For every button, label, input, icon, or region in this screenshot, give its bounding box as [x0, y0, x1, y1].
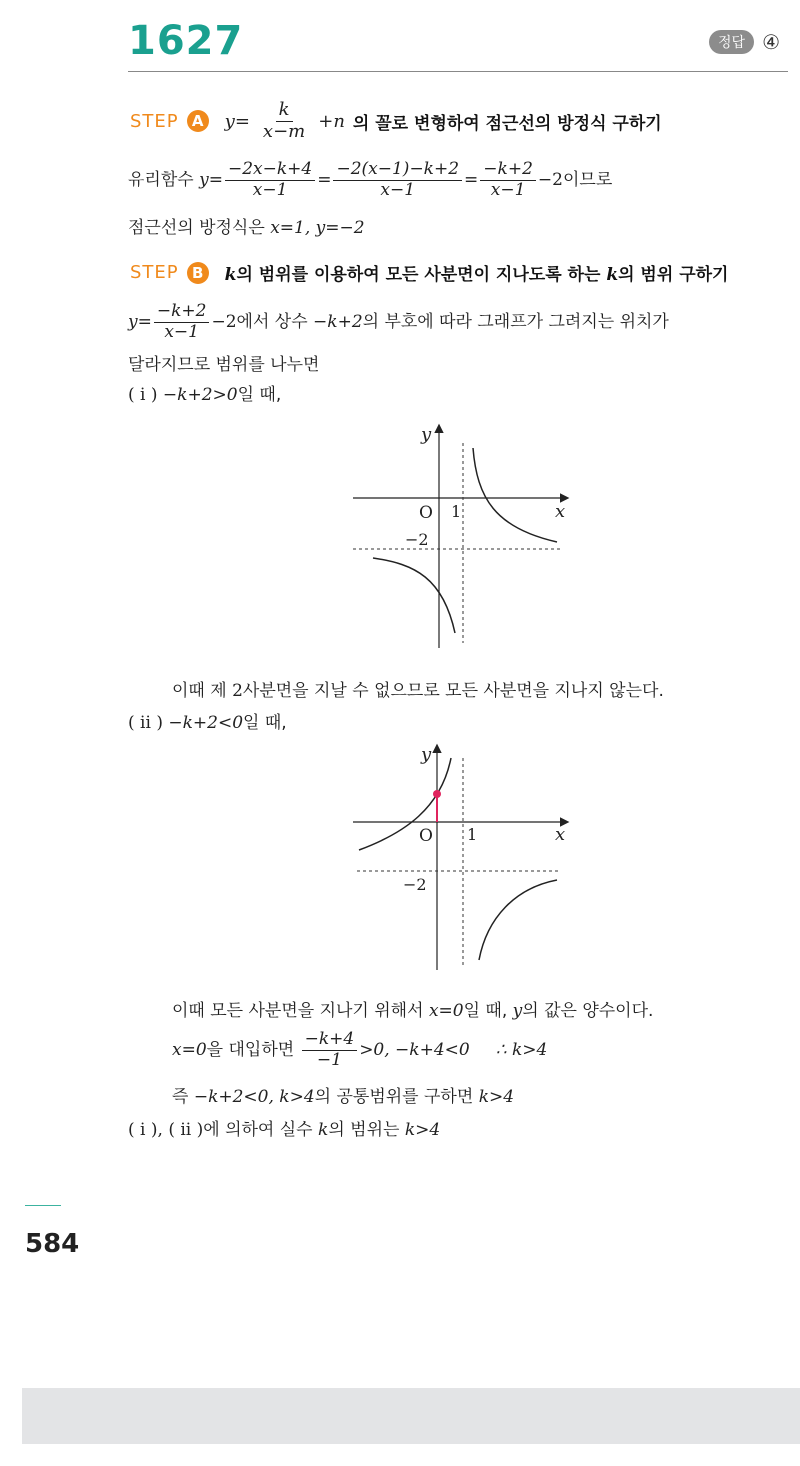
case-2-label: ( ii ) — [128, 713, 169, 733]
frac-1-den: x−1 — [252, 179, 288, 200]
case-2-heading — [128, 708, 287, 733]
case-2-graph — [345, 738, 585, 973]
frac-2-num: −2(x−1)−k+2 — [333, 160, 462, 181]
frac-3-den: x−1 — [490, 179, 526, 200]
case-2-n3m: −k+2<0, k>4 — [193, 1087, 315, 1107]
step-b-title-2: 의 범위 구하기 — [618, 265, 729, 285]
body-b-fraction — [154, 302, 210, 342]
case-1-condition: −k+2>0 — [162, 385, 238, 405]
case-2-n3a: 즉 — [172, 1087, 194, 1107]
body-b-frac-den: x−1 — [164, 321, 199, 342]
step-b-k1: k — [224, 265, 237, 285]
step-a-formula-tail: +n — [318, 110, 345, 132]
case-1-curve-lower — [373, 558, 455, 633]
step-b-title — [225, 260, 729, 285]
step-a-frac-den: x−m — [262, 120, 306, 142]
header-divider — [128, 71, 788, 72]
conclusion-line — [128, 1115, 440, 1140]
conclusion-r: k>4 — [404, 1120, 441, 1140]
sign-depends-line — [128, 302, 669, 342]
case-1-heading — [128, 380, 281, 405]
answer-area — [709, 30, 780, 54]
step-b-badge: B — [187, 262, 209, 284]
y-intercept-point — [433, 790, 441, 798]
case-2-note-1 — [172, 996, 653, 1021]
body-b-tail-math: −2 — [211, 312, 237, 333]
conclusion-k: k — [318, 1120, 329, 1140]
step-b-heading — [130, 260, 728, 285]
case-1-graph — [345, 418, 585, 653]
problem-number: 1627 — [128, 18, 244, 64]
step-a-frac-num: k — [276, 100, 293, 122]
case-1-origin-label: O — [419, 503, 433, 523]
case-1-note-n: 2 — [232, 681, 243, 701]
case-2-n2m: x=0 — [172, 1040, 207, 1061]
bottom-gray-band — [22, 1388, 800, 1444]
case-2-n1y: y — [512, 1001, 523, 1021]
body-b-frac-num: −k+2 — [154, 302, 210, 323]
answer-value: ④ — [762, 30, 780, 54]
case-1-note — [172, 676, 664, 701]
case-2-condition: −k+2<0 — [168, 713, 244, 733]
case-2-minus-two-label: −2 — [403, 875, 427, 894]
asym-lead: 점근선의 방정식은 — [128, 218, 271, 238]
step-a-badge: A — [187, 110, 209, 132]
case-1-y-label: y — [421, 424, 432, 445]
case-1-one-label: 1 — [451, 502, 462, 521]
case-2-note-3 — [172, 1082, 514, 1107]
case-1-label: ( i ) — [128, 385, 163, 405]
body-b-t2: 의 부호에 따라 그래프가 그려지는 위치가 — [362, 312, 669, 333]
case-2-x-label: x — [555, 824, 566, 845]
case-2-n2s: ∴ k>4 — [495, 1040, 548, 1061]
case-1-curve-upper — [473, 448, 557, 542]
conclusion-c: 의 범위는 — [328, 1120, 405, 1140]
case-2-n2-frac-den: −1 — [316, 1049, 342, 1070]
case-2-n2-fraction — [302, 1030, 358, 1070]
case-2-note-2 — [172, 1030, 547, 1070]
page-number-rule — [25, 1205, 61, 1206]
frac-2-den: x−1 — [380, 179, 416, 200]
step-a-formula-lhs: y= — [224, 110, 250, 132]
case-2-y-label: y — [421, 744, 432, 765]
step-b-word: STEP — [130, 262, 179, 283]
frac-3 — [480, 160, 536, 200]
step-a-word: STEP — [130, 110, 179, 132]
body-b-t1-math: −k+2 — [313, 312, 363, 333]
step-b-k2: k — [606, 265, 619, 285]
step-a-heading — [130, 100, 662, 142]
case-2-one-label: 1 — [467, 825, 478, 844]
case-1-note-a: 이때 제 — [172, 681, 233, 701]
conclusion-b: 에 의하여 실수 — [203, 1120, 319, 1140]
case-2-suffix: 일 때, — [243, 713, 287, 733]
eq-2: = — [464, 170, 479, 191]
body-a-tail-math: −2 — [537, 170, 563, 191]
frac-1-num: −2x−k+4 — [225, 160, 315, 181]
case-2-origin-label: O — [419, 826, 433, 846]
asym-math: x=1, y=−2 — [270, 218, 365, 238]
case-2-n2a: 을 대입하면 — [206, 1040, 300, 1061]
case-2-curve-lower — [479, 880, 557, 960]
eq-1: = — [317, 170, 332, 191]
frac-2 — [333, 160, 462, 200]
step-a-title: 의 꼴로 변형하여 점근선의 방정식 구하기 — [352, 113, 662, 134]
split-range-line: 달라지므로 범위를 나누면 — [128, 355, 320, 375]
case-2-n1a: 이때 모든 사분면을 지나기 위해서 — [172, 1001, 429, 1021]
case-1-x-label: x — [555, 501, 566, 522]
case-2-n1m: x=0 — [428, 1001, 464, 1021]
case-1-suffix: 일 때, — [237, 385, 282, 405]
frac-3-num: −k+2 — [480, 160, 536, 181]
case-2-n3b: 의 공통범위를 구하면 — [314, 1087, 479, 1107]
page-number: 584 — [25, 1229, 80, 1259]
body-a-lead: 유리함수 — [128, 170, 200, 191]
body-a-tail: 이므로 — [562, 170, 613, 191]
case-1-note-b: 사분면을 지날 수 없으므로 모든 사분면을 지나지 않는다. — [242, 681, 664, 701]
case-2-n2r: >0, −k+4<0 — [359, 1040, 470, 1061]
case-1-minus-two-label: −2 — [405, 530, 429, 549]
body-b-y: y= — [128, 312, 152, 333]
answer-badge: 정답 — [709, 30, 754, 54]
case-2-n2-frac-num: −k+4 — [302, 1030, 358, 1051]
asymptote-line — [128, 213, 365, 238]
frac-1 — [225, 160, 315, 200]
body-a-y: y= — [199, 170, 223, 191]
body-b-t1: 에서 상수 — [236, 312, 314, 333]
conclusion-a: ( i ), ( ii ) — [128, 1120, 204, 1140]
case-2-n3r: k>4 — [478, 1087, 515, 1107]
step-b-title-1: 의 범위를 이용하여 모든 사분면이 지나도록 하는 — [236, 265, 607, 285]
case-2-n1b: 일 때, — [463, 1001, 513, 1021]
case-2-n1c: 의 값은 양수이다. — [522, 1001, 654, 1021]
step-a-fraction — [260, 100, 308, 142]
rational-function-line — [128, 160, 612, 200]
